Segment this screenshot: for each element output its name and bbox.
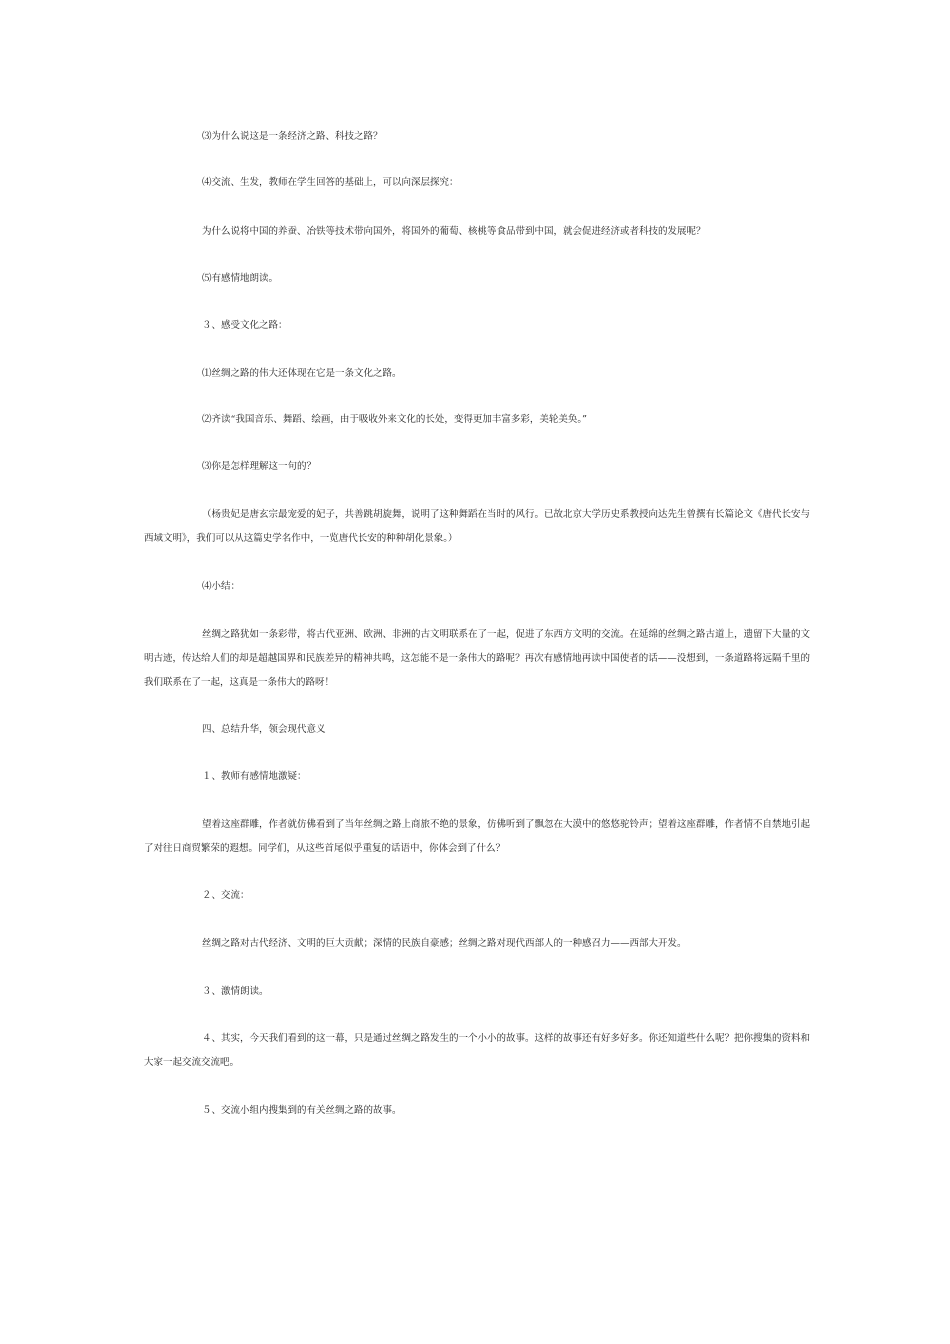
- paragraph: 丝绸之路犹如一条彩带，将古代亚洲、欧洲、非洲的古文明联系在了一起，促进了东西方文明的交流。在延绵的丝绸之路古道上，遗留下大量的文明古迹，传达给人们的却是超越国界和民族差异的精神共鸣，这怎能不是一条伟大的路呢？再次有感情地再读中国使者的话——没想到，一条道路将远隔千里的我们联系在了一起，这真是一条伟大的路呀！: [144, 629, 811, 688]
- paragraph: ⑶为什么说这是一条经济之路、科技之路？: [202, 131, 383, 142]
- paragraph: ⑸有感情地朗读。: [202, 273, 279, 284]
- section-heading: ２、交流：: [202, 890, 250, 901]
- section-heading: 四、总结升华，领会现代意义: [202, 724, 326, 735]
- paragraph: 为什么说将中国的养蚕、冶铁等技术带向国外，将国外的葡萄、核桃等食品带到中国，就会促进经济或者科技的发展呢？: [202, 226, 706, 237]
- paragraph: ⑴丝绸之路的伟大还体现在它是一条文化之路。: [202, 368, 402, 379]
- paragraph: ⑷小结：: [202, 581, 241, 592]
- section-heading: １、教师有感情地激疑：: [202, 771, 307, 782]
- paragraph: ⑵齐读“我国音乐、舞蹈、绘画，由于吸收外来文化的长处，变得更加丰富多彩，美轮美奂。”: [202, 414, 587, 425]
- paragraph: ⑶你是怎样理解这一句的？: [202, 461, 317, 472]
- section-heading: ３、感受文化之路：: [202, 320, 288, 331]
- paragraph: 望着这座群雕，作者就仿佛看到了当年丝绸之路上商旅不绝的景象，仿佛听到了飘忽在大漠中的悠悠驼铃声；望着这座群雕，作者情不自禁地引起了对往日商贸繁荣的遐想。同学们，从这些首尾似乎重复的话语中，你体会到了什么？: [144, 819, 811, 854]
- paragraph: ４、其实，今天我们看到的这一幕，只是通过丝绸之路发生的一个小小的故事。这样的故事还有好多好多。你还知道些什么呢？把你搜集的资料和大家一起交流交流吧。: [144, 1033, 811, 1068]
- paragraph: （杨贵妃是唐玄宗最宠爱的妃子，共善跳胡旋舞，说明了这种舞蹈在当时的风行。已故北京大学历史系教授向达先生曾撰有长篇论文《唐代长安与西域文明》，我们可以从这篇史学名作中，一览唐代长安的种种胡化景象。）: [144, 509, 811, 544]
- paragraph: ⑷交流、生发，教师在学生回答的基础上，可以向深层探究：: [202, 177, 459, 188]
- paragraph: ５、交流小组内搜集到的有关丝绸之路的故事。: [202, 1105, 402, 1116]
- paragraph: 丝绸之路对古代经济、文明的巨大贡献；深情的民族自豪感；丝绸之路对现代西部人的一种感召力——西部大开发。: [202, 938, 687, 949]
- section-heading: ３、激情朗读。: [202, 986, 269, 997]
